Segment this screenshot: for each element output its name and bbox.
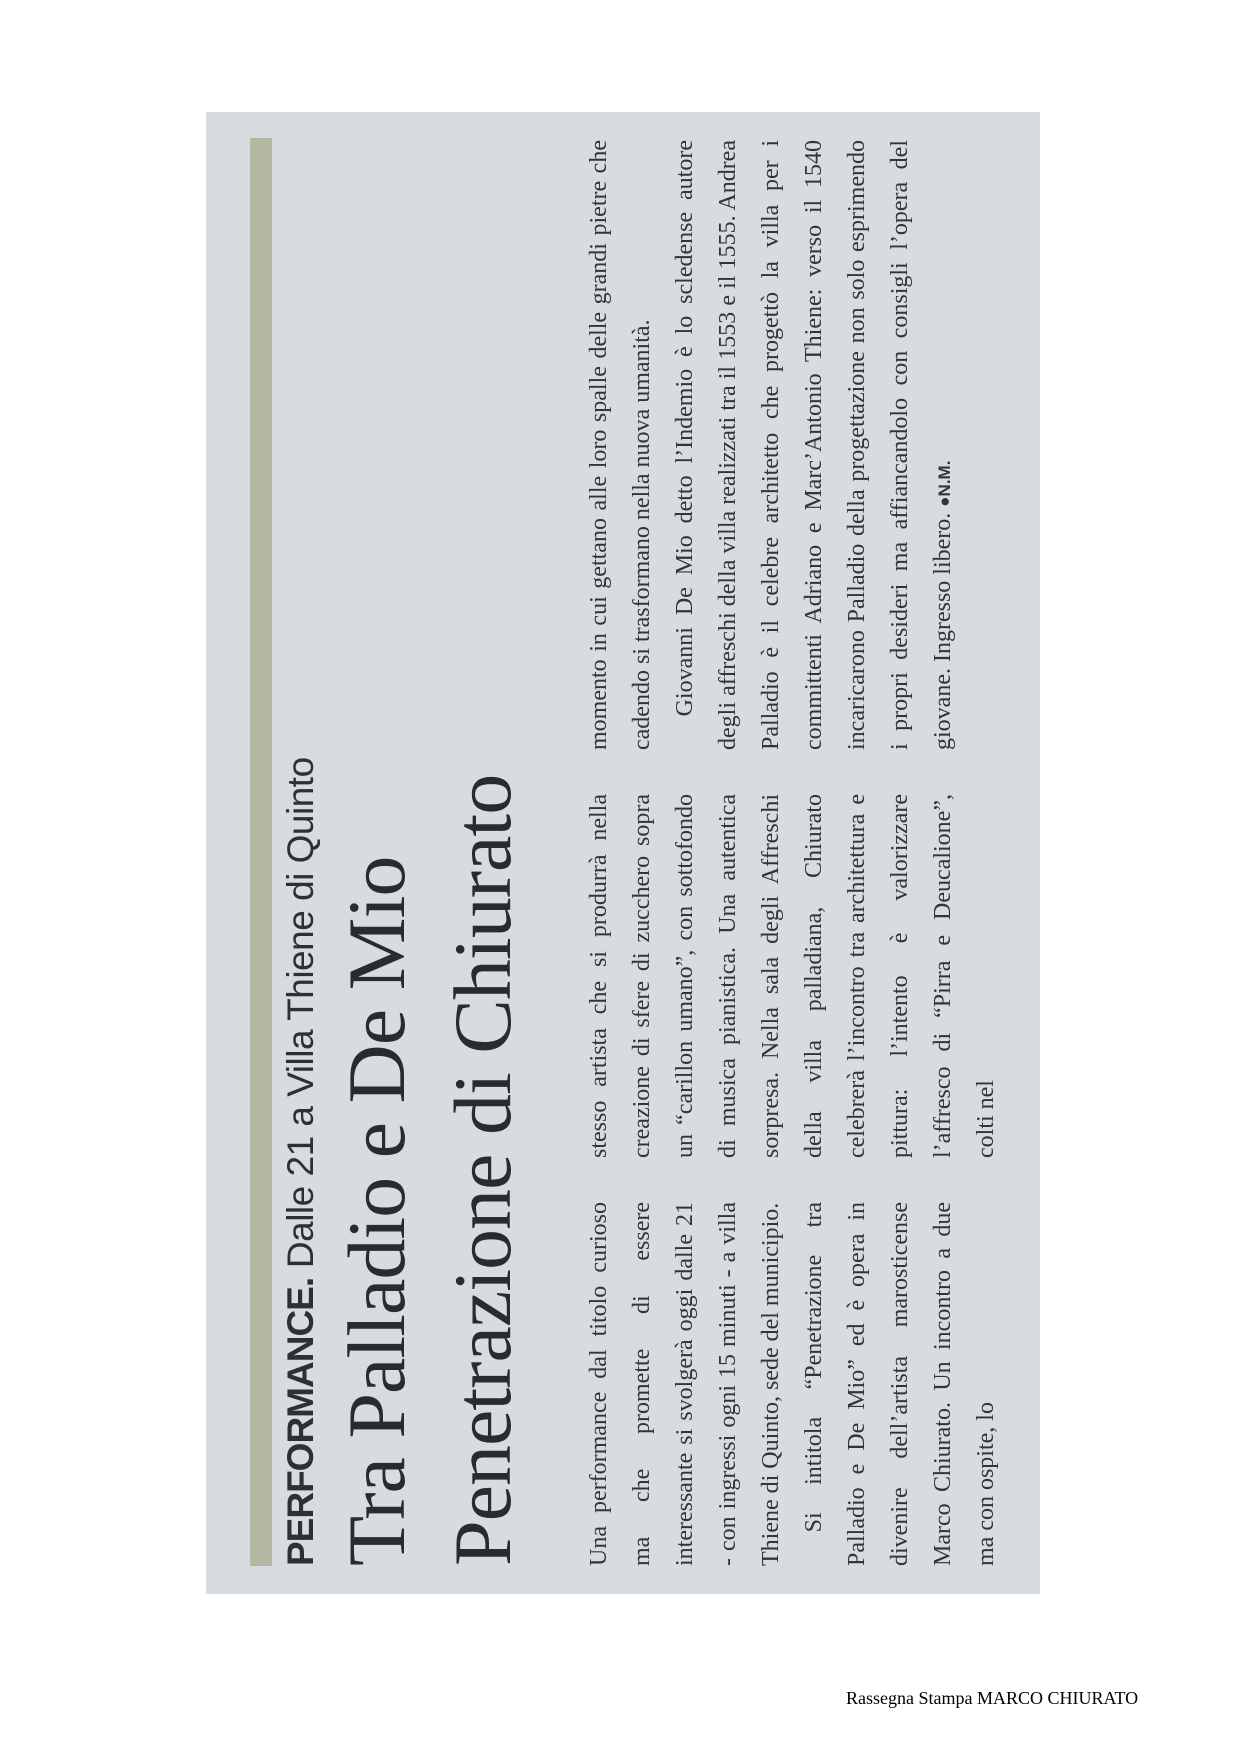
headline-line-1: Tra Palladio e De Mio xyxy=(331,856,422,1566)
article-column-3 xyxy=(578,140,966,750)
article-rotated xyxy=(206,112,1040,1594)
paragraph: Una performance dal titolo curioso ma che promette di essere interessante si svolgerà oggi dalle 21 - con ingressi ogni 15 minuti - a villa Thiene di Quinto, sede del municipio. xyxy=(586,1202,784,1566)
kicker-label: PERFORMANCE. xyxy=(280,1277,321,1566)
paragraph: momento in cui gettano alle loro spalle delle grandi pietre che cadendo si trasformano nella nuova umanità. xyxy=(586,140,655,750)
paragraph xyxy=(664,140,966,750)
kicker xyxy=(278,757,324,1566)
article-column-2 xyxy=(578,794,1008,1158)
footer-caption: Rassegna Stampa MARCO CHIURATO xyxy=(846,1688,1139,1708)
author-signature: ●N.M. xyxy=(935,460,954,507)
kicker-text: Dalle 21 a Villa Thiene di Quinto xyxy=(280,757,321,1278)
section-color-band xyxy=(250,138,272,1566)
headline-line-2: Penetrazione di Chiurato xyxy=(437,774,528,1566)
paragraph-text: Giovanni De Mio detto l’Indemio è lo scledense autore degli affreschi della villa realizzati tra il 1553 e il 1555. Andrea Palladio è il celebre architetto che progettò la villa per i committenti Adriano e Marc’Antonio Thiene: verso il 1540 incaricarono Palladio della progettazione non solo esprimendo i propri desideri ma affiancandolo con consigli l’opera del giovane. Ingresso libero. xyxy=(672,140,956,750)
newspaper-clipping xyxy=(206,112,1040,1594)
paragraph: Si intitola “Penetrazione tra Palladio e De Mio” ed è opera in divenire dell’artista marosticense Marco Chiurato. Un incontro a due ma con ospite, lo xyxy=(801,1202,999,1566)
article-column-1 xyxy=(578,1202,1008,1566)
paragraph: stesso artista che si produrrà nella creazione di sfere di zucchero sopra un “carillon umano”, con sottofondo di musica pianistica. Una autentica sorpresa. Nella sala degli Affreschi della villa palladiana, Chiurato celebrerà l’incontro tra architettura e pittura: l’intento è valorizzare l’affresco di “Pirra e Deucalione”, colti nel xyxy=(586,794,999,1158)
